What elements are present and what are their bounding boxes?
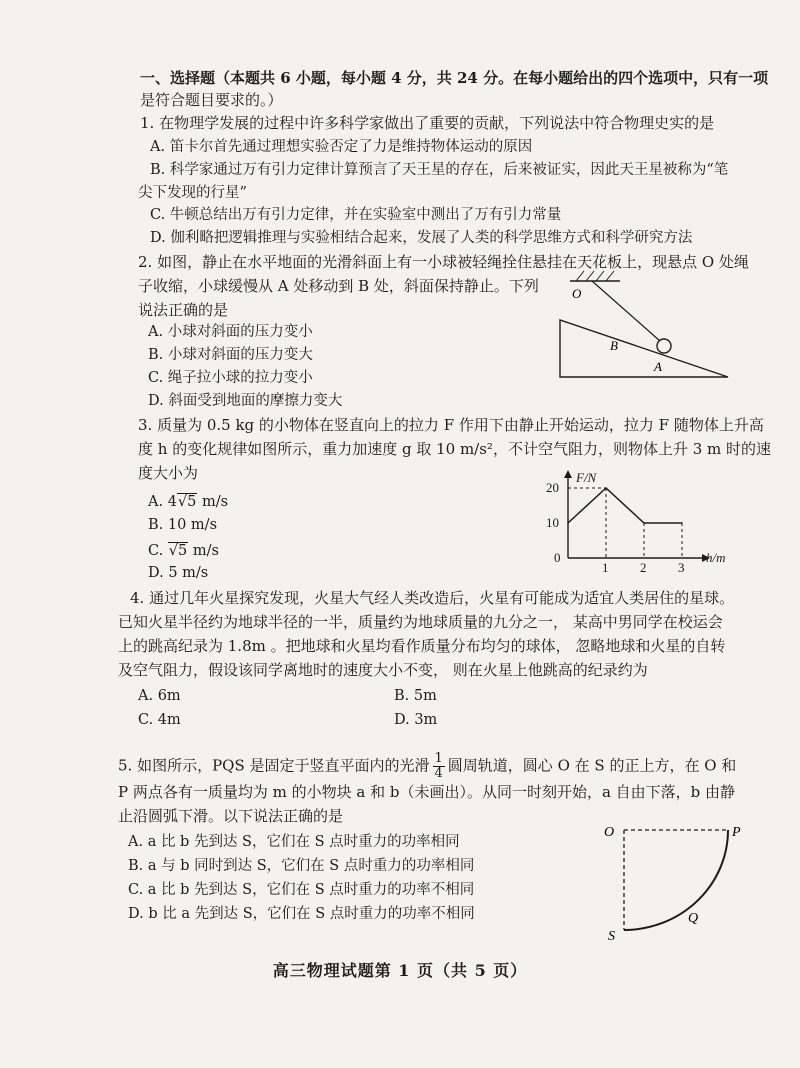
q2-option-a: A. 小球对斜面的压力变小 xyxy=(148,324,313,340)
q1-option-d: D. 伽利略把逻辑推理与实验相结合起来，发展了人类的科学思维方式和科学研究方法 xyxy=(150,230,693,246)
ceiling xyxy=(570,271,620,281)
data-point xyxy=(643,522,645,524)
section-header: 一、选择题（本题共 6 小题，每小题 4 分，共 24 分。在每小题给出的四个选项中，只有一项 xyxy=(140,69,769,87)
q4-stem-cont: 已知火星半径约为地球半径的一半，质量约为地球质量的九分之一， 某高中男同学在校运会 xyxy=(118,613,723,631)
q3-stem-cont: 度 h 的变化规律如图所示，重力加速度 g 取 10 m/s²，不计空气阻力，则物体上升 3 m 时的速 xyxy=(138,440,772,458)
q5-stem: 5. 如图所示，PQS 是固定于竖直平面内的光滑 $\frac{1}{4}$ 圆周轨道，圆心 O 在 S 的正上方，在 O 和 xyxy=(118,751,737,781)
q4-stem-cont2: 上的跳高纪录为 1.8m 。把地球和火星均看作质量分布均匀的球体， 忽略地球和火星的自转 xyxy=(118,637,726,655)
q2-stem-cont: 子收缩，小球缓慢从 A 处移动到 B 处，斜面保持静止。下列 xyxy=(138,277,539,295)
y-tick-label: 10 xyxy=(546,515,559,530)
q2-option-b: B. 小球对斜面的压力变大 xyxy=(148,347,313,363)
q4-option-c: C. 4m xyxy=(138,712,181,728)
q5-option-b: B. a 与 b 同时到达 S，它们在 S 点时重力的功率相同 xyxy=(128,858,475,874)
y-axis-label: F/N xyxy=(576,470,597,485)
x-tick-label: 3 xyxy=(678,560,685,575)
q1-option-c: C. 牛顿总结出万有引力定律，并在实验室中测出了万有引力常量 xyxy=(150,207,562,223)
q1-stem: 1. 在物理学发展的过程中许多科学家做出了重要的贡献，下列说法中符合物理史实的是 xyxy=(140,114,715,132)
origin-label: 0 xyxy=(554,550,561,565)
label-o: O xyxy=(604,825,615,840)
q3-chart xyxy=(540,468,740,578)
q2-option-d: D. 斜面受到地面的摩擦力变大 xyxy=(148,393,343,409)
q3-stem-cont2: 度大小为 xyxy=(138,464,199,482)
label-q: Q xyxy=(688,911,699,926)
q3-option-b: B. 10 m/s xyxy=(148,517,218,533)
data-point xyxy=(567,522,569,524)
label-b: B xyxy=(610,338,618,353)
q4-option-d: D. 3m xyxy=(394,712,438,728)
page-footer: 高三物理试题第 1 页（共 5 页） xyxy=(272,961,528,980)
quarter-fraction: $\frac{1}{4}$ xyxy=(434,751,443,781)
y-axis-arrow xyxy=(564,470,572,478)
q4-stem-cont3: 及空气阻力，假设该同学离地时的速度大小不变， 则在火星上他跳高的纪录约为 xyxy=(118,661,648,679)
q1-option-b-cont: 尖下发现的行星” xyxy=(138,185,247,201)
q3-option-a: A. 4√5 m/s xyxy=(148,494,229,510)
ball xyxy=(657,339,671,353)
q5-option-c: C. a 比 b 先到达 S，它们在 S 点时重力的功率不相同 xyxy=(128,882,475,898)
q3-option-d: D. 5 m/s xyxy=(148,565,209,581)
q2-stem: 2. 如图，静止在水平地面的光滑斜面上有一小球被轻绳拴住悬挂在天花板上，现悬点 O 处绳 xyxy=(138,253,749,271)
quarter-arc xyxy=(624,830,728,930)
q5-stem-cont: P 两点各有一质量均为 m 的小物块 a 和 b（未画出）。从同一时刻开始，a 自由下落，b 由静 xyxy=(118,783,736,801)
q1-option-a: A. 笛卡尔首先通过理想实验否定了力是维持物体运动的原因 xyxy=(150,139,533,155)
q5-stem-cont2: 止沿圆弧下滑。以下说法正确的是 xyxy=(118,807,344,825)
q4-stem: 4. 通过几年火星探究发现，火星大气经人类改造后，火星有可能成为适宜人类居住的星球。 xyxy=(130,589,735,607)
q3-option-c: C. √5 m/s xyxy=(148,543,219,559)
x-tick-label: 2 xyxy=(640,560,647,575)
q2-option-c: C. 绳子拉小球的拉力变小 xyxy=(148,370,313,386)
q5-option-d: D. b 比 a 先到达 S，它们在 S 点时重力的功率不相同 xyxy=(128,906,475,922)
label-a: A xyxy=(654,359,662,374)
label-s: S xyxy=(608,929,615,943)
q2-figure xyxy=(550,265,740,385)
label-o: O xyxy=(572,286,582,301)
q1-option-b: B. 科学家通过万有引力定律计算预言了天王星的存在，后来被证实，因此天王星被称为“笔 xyxy=(150,162,729,178)
label-p: P xyxy=(732,825,741,840)
q5-option-a: A. a 比 b 先到达 S，它们在 S 点时重力的功率相同 xyxy=(128,834,460,850)
incline xyxy=(560,320,728,377)
q4-option-b: B. 5m xyxy=(394,688,437,704)
q2-stem-cont2: 说法正确的是 xyxy=(138,301,229,319)
x-tick-label: 1 xyxy=(602,560,609,575)
x-axis-label: h/m xyxy=(706,550,726,565)
q5-figure xyxy=(598,818,758,943)
data-point xyxy=(605,487,607,489)
series-f-line xyxy=(568,488,682,523)
y-tick-label: 20 xyxy=(546,480,559,495)
q4-option-a: A. 6m xyxy=(138,688,181,704)
rope xyxy=(592,281,660,341)
data-point xyxy=(681,522,683,524)
section-header-cont: 是符合题目要求的。） xyxy=(140,91,283,109)
q3-stem: 3. 质量为 0.5 kg 的小物体在竖直向上的拉力 F 作用下由静止开始运动，拉力 F 随物体上升高 xyxy=(138,416,764,434)
